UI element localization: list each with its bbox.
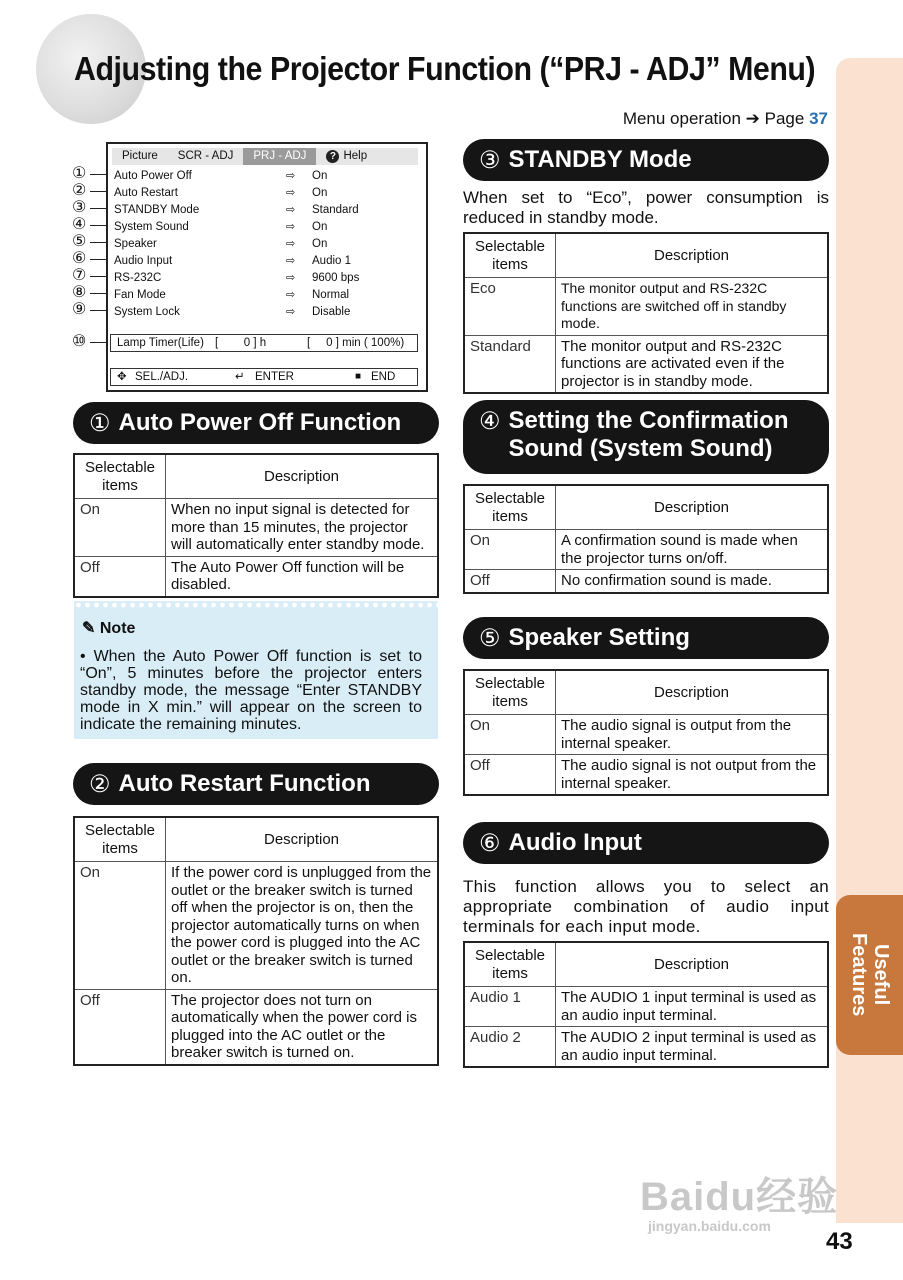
audio-input-table (463, 941, 829, 1068)
menu-tab-help: Help (343, 150, 368, 162)
menu-tabs (112, 148, 418, 165)
callout-number: ② (72, 183, 86, 199)
menu-row-label: Auto Power Off (114, 170, 192, 182)
menu-row-value: On (312, 221, 328, 233)
menu-row (114, 270, 414, 286)
audio-input-description: This function allows you to select an appropriate combination of audio input terminals for each input mode. (463, 877, 829, 936)
menu-footer (110, 368, 418, 386)
watermark-line1: Baidu经验 (640, 1175, 839, 1219)
end-icon: ■ (355, 371, 362, 382)
move-arrows-icon: ✥ (117, 371, 127, 383)
menu-row-label: Fan Mode (114, 289, 166, 301)
arrow-right-icon: ⇨ (286, 289, 296, 301)
arrow-right-icon: ⇨ (286, 221, 296, 233)
table-row: Off The projector does not turn on automatically when the power cord is plugged into the AC outlet or the breaker switch is turned on. (74, 989, 438, 1065)
system-sound-table (463, 484, 829, 594)
menu-row-value: Audio 1 (312, 255, 352, 267)
menu-row-label: Auto Restart (114, 187, 178, 199)
table-row: Off No confirmation sound is made. (464, 570, 828, 593)
menu-operation-text: Menu operation ➔ Page (622, 109, 805, 128)
menu-tab-picture: Picture (122, 150, 158, 162)
table-header-row: Selectable items Description (74, 817, 438, 862)
menu-row (114, 219, 414, 235)
help-icon: ? (326, 150, 339, 163)
callout-number: ⑦ (72, 268, 86, 284)
menu-tab-prj-adj: PRJ - ADJ (243, 148, 316, 165)
menu-row (114, 168, 414, 184)
callout-number: ⑩ (72, 334, 86, 350)
menu-row-label: Audio Input (114, 255, 173, 267)
lamp-timer (110, 334, 418, 352)
side-tab-label: Useful Features (848, 933, 892, 1017)
table-row: Eco The monitor output and RS-232C functions are switched off in standby mode. (464, 278, 828, 336)
lamp-timer-hours: [ 0 ] h (215, 337, 267, 349)
table-row: Off The audio signal is not output from the internal speaker. (464, 755, 828, 796)
lamp-timer-label: Lamp Timer(Life) (117, 337, 204, 349)
standby-description: When set to “Eco”, power consumption is reduced in standby mode. (463, 188, 829, 227)
table-row: Audio 1 The AUDIO 1 input terminal is used as an audio input terminal. (464, 987, 828, 1027)
menu-row (114, 253, 414, 269)
menu-operation-page[interactable]: 37 (809, 109, 828, 128)
auto-power-off-table (73, 453, 439, 598)
callout-number: ③ (72, 200, 86, 216)
table-header-row: Selectable items Description (464, 233, 828, 278)
watermark-line2: jingyan.baidu.com (648, 1218, 771, 1234)
menu-row (114, 185, 414, 201)
section-heading-standby-mode: ③ STANDBY Mode (463, 139, 829, 181)
standby-table (463, 232, 829, 394)
footer-enter: ENTER (255, 371, 294, 383)
menu-row-value: On (312, 170, 328, 182)
table-row: On When no input signal is detected for more than 15 minutes, the projector will automatically enter standby mode. (74, 499, 438, 557)
arrow-right-icon: ⇨ (286, 204, 296, 216)
table-header-row: Selectable items Description (464, 485, 828, 530)
arrow-right-icon: ⇨ (286, 306, 296, 318)
menu-row-label: Speaker (114, 238, 157, 250)
menu-row (114, 202, 414, 218)
auto-restart-table (73, 816, 439, 1066)
note-text: • When the Auto Power Off function is set to “On”, 5 minutes before the projector enters standby mode, the message “Enter STANDBY mode in X min.” will appear on the screen to indicate the remaining minutes. (80, 648, 422, 733)
table-row: Off The Auto Power Off function will be disabled. (74, 556, 438, 597)
arrow-right-icon: ⇨ (286, 170, 296, 182)
enter-icon: ↵ (235, 371, 245, 383)
menu-row-label: System Sound (114, 221, 189, 233)
table-row: On If the power cord is unplugged from the outlet or the breaker switch is turned off when the projector is on, then the projector automatically turns on when the power cord is plugged into the AC outlet or the breaker switch is turned on. (74, 862, 438, 990)
menu-row-value: 9600 bps (312, 272, 360, 284)
table-row: Audio 2 The AUDIO 2 input terminal is used as an audio input terminal. (464, 1027, 828, 1068)
section-heading-system-sound: ④ Setting the Confirmation Sound (System Sound) (463, 400, 829, 474)
note-box (74, 601, 438, 739)
note-title: ✎ Note (82, 620, 136, 637)
lamp-timer-mins: [ 0 ] min ( 100%) (307, 337, 405, 349)
footer-end: END (371, 371, 396, 383)
menu-screenshot (106, 142, 428, 392)
callout-number: ④ (72, 217, 86, 233)
callout-number: ⑧ (72, 285, 86, 301)
table-row: Standard The monitor output and RS-232C functions are activated even if the projector is in standby mode. (464, 335, 828, 393)
page-title: Adjusting the Projector Function (“PRJ - ADJ” Menu) (74, 50, 816, 87)
note-dots (74, 601, 438, 609)
menu-row-value: Disable (312, 306, 351, 318)
menu-row-label: System Lock (114, 306, 180, 318)
callout-number: ① (72, 166, 86, 182)
menu-row-value: On (312, 238, 328, 250)
table-header-row: Selectable items Description (464, 942, 828, 987)
menu-row-label: RS-232C (114, 272, 162, 284)
arrow-right-icon: ⇨ (286, 187, 296, 199)
arrow-right-icon: ⇨ (286, 272, 296, 284)
footer-sel: SEL./ADJ. (135, 371, 189, 383)
section-heading-audio-input: ⑥ Audio Input (463, 822, 829, 864)
menu-row (114, 304, 414, 320)
section-heading-auto-power-off: ① Auto Power Off Function (73, 402, 439, 444)
table-header-row: Selectable items Description (74, 454, 438, 499)
menu-row (114, 236, 414, 252)
table-row: On A confirmation sound is made when the projector turns on/off. (464, 530, 828, 570)
pencil-icon: ✎ (82, 620, 96, 637)
callout-number: ⑥ (72, 251, 86, 267)
menu-row (114, 287, 414, 303)
callout-number: ⑨ (72, 302, 86, 318)
callout-number: ⑤ (72, 234, 86, 250)
speaker-table (463, 669, 829, 796)
arrow-right-icon: ⇨ (286, 255, 296, 267)
arrow-right-icon: ⇨ (286, 238, 296, 250)
table-header-row: Selectable items Description (464, 670, 828, 715)
page-number: 43 (826, 1228, 853, 1255)
menu-row-label: STANDBY Mode (114, 204, 200, 216)
section-heading-speaker: ⑤ Speaker Setting (463, 617, 829, 659)
section-heading-auto-restart: ② Auto Restart Function (73, 763, 439, 805)
menu-row-value: Normal (312, 289, 350, 301)
menu-row-value: Standard (312, 204, 359, 216)
table-row: On The audio signal is output from the internal speaker. (464, 715, 828, 755)
watermark (640, 1165, 840, 1234)
menu-tab-scr-adj: SCR - ADJ (177, 150, 234, 162)
menu-row-value: On (312, 187, 328, 199)
menu-operation-ref (623, 109, 828, 129)
